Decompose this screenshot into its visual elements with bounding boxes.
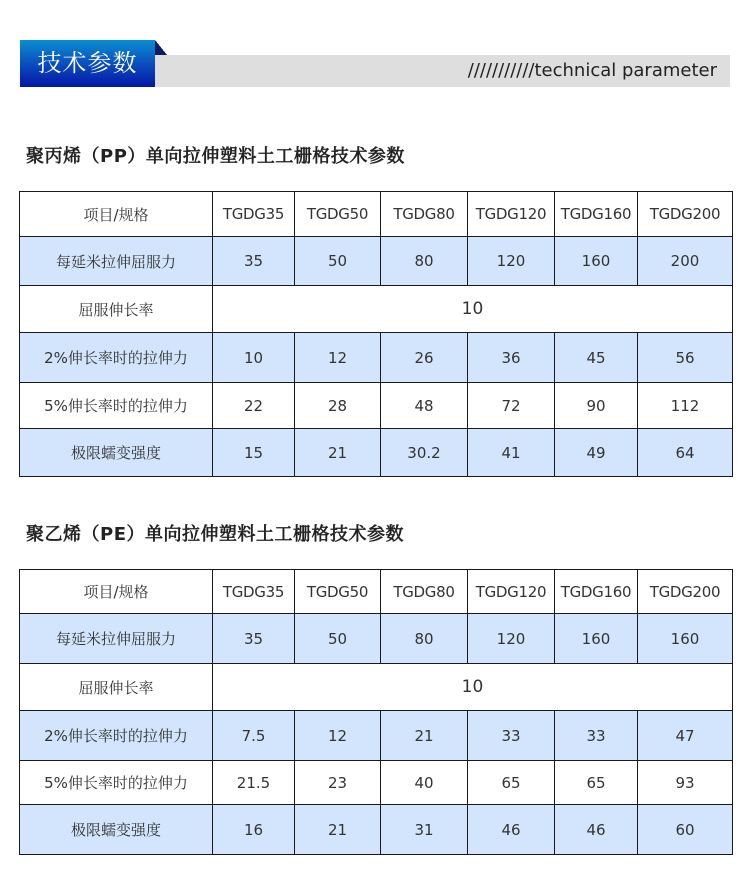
table-cell: 47 — [638, 711, 733, 761]
table-row — [20, 286, 733, 333]
table-cell: 56 — [638, 333, 733, 383]
table-row — [20, 429, 733, 477]
header-cell: 项目/规格 — [20, 570, 213, 614]
header-cell: TGDG35 — [213, 192, 295, 237]
table-cell: 93 — [638, 761, 733, 805]
header-cell: TGDG120 — [468, 570, 555, 614]
merged-cell: 10 — [213, 286, 733, 333]
table-cell: 22 — [213, 383, 295, 429]
table-cell: 40 — [381, 761, 468, 805]
banner-fold-decoration — [155, 40, 167, 55]
table-cell: 28 — [295, 383, 381, 429]
row-label: 极限蠕变强度 — [20, 429, 213, 477]
table-cell: 36 — [468, 333, 555, 383]
table-cell: 12 — [295, 333, 381, 383]
table-cell: 50 — [295, 614, 381, 664]
row-label: 2%伸长率时的拉伸力 — [20, 333, 213, 383]
header-cell: TGDG50 — [295, 192, 381, 237]
pe-spec-table — [19, 569, 733, 855]
row-label: 5%伸长率时的拉伸力 — [20, 383, 213, 429]
table-cell: 23 — [295, 761, 381, 805]
row-label: 屈服伸长率 — [20, 664, 213, 711]
row-label: 极限蠕变强度 — [20, 805, 213, 855]
pp-spec-table — [19, 191, 733, 477]
table-cell: 21.5 — [213, 761, 295, 805]
pp-table-title: 聚丙烯（PP）单向拉伸塑料土工栅格技术参数 — [26, 146, 405, 167]
table-cell: 21 — [295, 805, 381, 855]
table-header-row — [20, 192, 733, 237]
table-cell: 160 — [638, 614, 733, 664]
table-cell: 60 — [638, 805, 733, 855]
header-cell: TGDG80 — [381, 192, 468, 237]
table-cell: 90 — [555, 383, 638, 429]
table-cell: 26 — [381, 333, 468, 383]
table-cell: 112 — [638, 383, 733, 429]
row-label: 每延米拉伸屈服力 — [20, 237, 213, 286]
table-header-row — [20, 570, 733, 614]
table-cell: 46 — [555, 805, 638, 855]
table-cell: 31 — [381, 805, 468, 855]
table-cell: 50 — [295, 237, 381, 286]
table-row — [20, 237, 733, 286]
table-cell: 80 — [381, 614, 468, 664]
table-cell: 48 — [381, 383, 468, 429]
table-cell: 64 — [638, 429, 733, 477]
table-cell: 49 — [555, 429, 638, 477]
header-cell: TGDG80 — [381, 570, 468, 614]
section-banner — [20, 40, 730, 87]
table-cell: 200 — [638, 237, 733, 286]
table-cell: 45 — [555, 333, 638, 383]
table-cell: 46 — [468, 805, 555, 855]
row-label: 2%伸长率时的拉伸力 — [20, 711, 213, 761]
table-cell: 35 — [213, 614, 295, 664]
table-cell: 120 — [468, 237, 555, 286]
table-cell: 10 — [213, 333, 295, 383]
table-cell: 65 — [468, 761, 555, 805]
row-label: 5%伸长率时的拉伸力 — [20, 761, 213, 805]
table-cell: 120 — [468, 614, 555, 664]
pe-table-title: 聚乙烯（PE）单向拉伸塑料土工栅格技术参数 — [26, 524, 404, 545]
table-cell: 16 — [213, 805, 295, 855]
table-cell: 160 — [555, 237, 638, 286]
table-cell: 12 — [295, 711, 381, 761]
header-cell: TGDG160 — [555, 570, 638, 614]
header-cell: TGDG160 — [555, 192, 638, 237]
table-row — [20, 664, 733, 711]
row-label: 屈服伸长率 — [20, 286, 213, 333]
table-cell: 80 — [381, 237, 468, 286]
table-row — [20, 614, 733, 664]
banner-title: 技术参数 — [20, 40, 155, 87]
table-row — [20, 761, 733, 805]
banner-subtitle: ///////////technical parameter — [467, 60, 717, 81]
table-row — [20, 383, 733, 429]
header-cell: 项目/规格 — [20, 192, 213, 237]
header-cell: TGDG35 — [213, 570, 295, 614]
table-cell: 7.5 — [213, 711, 295, 761]
table-cell: 35 — [213, 237, 295, 286]
table-cell: 33 — [555, 711, 638, 761]
merged-cell: 10 — [213, 664, 733, 711]
table-cell: 21 — [381, 711, 468, 761]
row-label: 每延米拉伸屈服力 — [20, 614, 213, 664]
header-cell: TGDG200 — [638, 570, 733, 614]
table-cell: 15 — [213, 429, 295, 477]
table-row — [20, 333, 733, 383]
table-cell: 21 — [295, 429, 381, 477]
table-row — [20, 805, 733, 855]
table-cell: 65 — [555, 761, 638, 805]
table-row — [20, 711, 733, 761]
table-cell: 160 — [555, 614, 638, 664]
table-cell: 41 — [468, 429, 555, 477]
header-cell: TGDG120 — [468, 192, 555, 237]
header-cell: TGDG200 — [638, 192, 733, 237]
table-cell: 72 — [468, 383, 555, 429]
header-cell: TGDG50 — [295, 570, 381, 614]
table-cell: 30.2 — [381, 429, 468, 477]
table-cell: 33 — [468, 711, 555, 761]
